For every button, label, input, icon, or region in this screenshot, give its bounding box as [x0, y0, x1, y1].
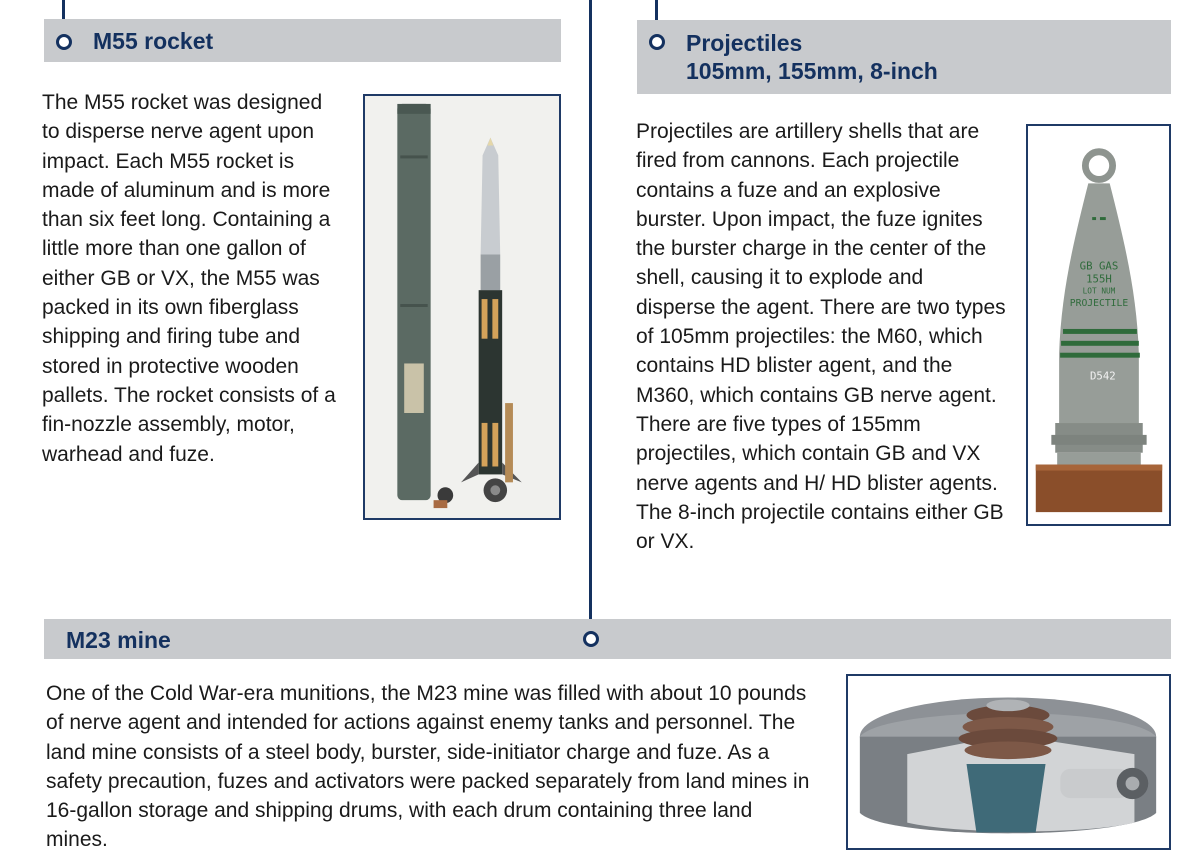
projectiles-title-line2: 105mm, 155mm, 8-inch	[686, 58, 938, 84]
m23-title: M23 mine	[66, 627, 171, 653]
m23-heading-bar	[44, 619, 1171, 659]
shell-marking-3: LOT NUM	[1082, 286, 1116, 296]
shell-marking-1: GB GAS	[1079, 259, 1119, 273]
m55-timeline-dot	[56, 34, 72, 50]
m23-timeline-dot	[583, 631, 599, 647]
projectiles-timeline-dot	[649, 34, 665, 50]
projectile-photo	[1026, 124, 1171, 526]
m23-mine-image	[848, 676, 1169, 848]
m23-mine-photo	[846, 674, 1171, 850]
m55-rocket-photo	[363, 94, 561, 520]
shell-marking-4: PROJECTILE	[1069, 298, 1129, 310]
timeline-line-center	[589, 0, 592, 630]
projectiles-title-line1: Projectiles	[686, 30, 803, 56]
projectiles-title	[686, 29, 938, 85]
shell-lot-number: D542	[1090, 369, 1116, 383]
projectiles-body-text: Projectiles are artillery shells that are fired from cannons. Each projectile contains a fuze and an explosive burster. Upon impact, the fuze ignites the burster charge in the center of the shell, causing it to explode and disperse the agent. There are two types of 105mm projectiles: the M60, which contains HD blister agent, and the M360, which contains GB nerve agent. There are five types of 155mm projectiles, which contain GB and VX nerve agents and H/ HD blister agents. The 8-inch projectile contains either GB or VX.	[636, 120, 1006, 554]
shell-marking-2: 155H	[1086, 272, 1112, 286]
m55-rocket-image	[365, 96, 559, 518]
m23-body-text: One of the Cold War-era munitions, the M23 mine was filled with about 10 pounds of nerve agent and intended for actions against enemy tanks and personnel. The land mine consists of a steel body, burster, side-initiator charge and fuze. As a safety precaution, fuzes and activators were packed separately from land mines in 16-gallon storage and shipping drums, with each drum containing three land mines.	[46, 682, 810, 852]
m55-title: M55 rocket	[93, 28, 214, 54]
m55-body-text: The M55 rocket was designed to disperse nerve agent upon impact. Each M55 rocket is made of aluminum and is more than six feet long. Containing a little more than one gallon of either GB or VX, the M55 was packed in its own fiberglass shipping and firing tube and stored in protective wooden pallets. The rocket consists of a fin-nozzle assembly, motor, warhead and fuze.	[42, 91, 336, 466]
projectile-shell-image	[1028, 126, 1169, 524]
